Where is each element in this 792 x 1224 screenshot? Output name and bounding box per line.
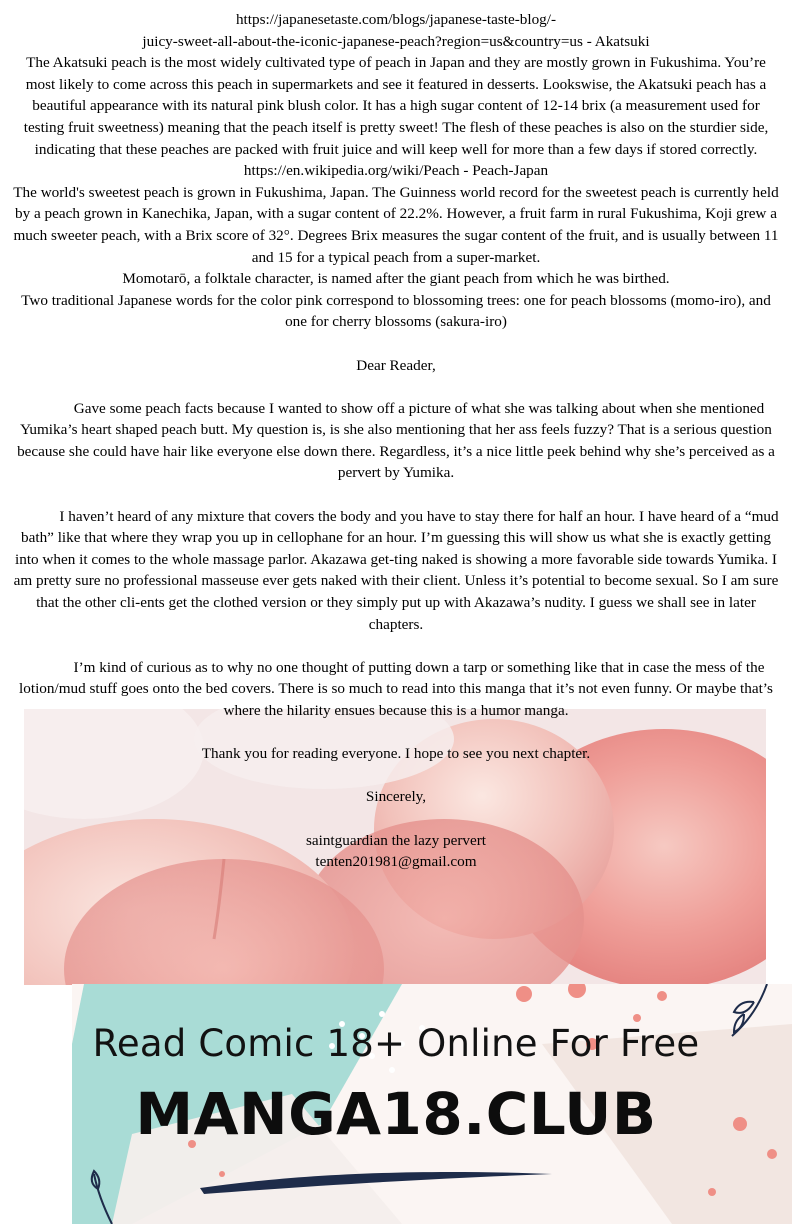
banner-site-name[interactable]: MANGA18.CLUB <box>135 1080 657 1148</box>
source-url-1-line-2[interactable]: juicy-sweet-all-about-the-iconic-japanese-peach?region=us&country=us - Akatsuki <box>142 32 650 50</box>
peach-japan-paragraph: The world's sweetest peach is grown in Fukushima, Japan. The Guinness world record for the sweetest peach is currently held by a peach grown in Kanechika, Japan, with a sugar content of 22.2%. However, a fruit farm in rural Fukushima, Koji grew a much sweeter peach, with a Brix score of 32°. Degrees Brix measures the sugar content of the fruit, and is usually between 11 and 15 for a typical peach from a super-market. <box>13 183 779 266</box>
closing: Sincerely, <box>365 788 427 806</box>
letter-paragraph-1: Gave some peach facts because I wanted to show off a picture of what she was talking about when she mentioned Yumika’s heart shaped peach butt. My question is, is she also mentioning that her ass feels fuzzy? That is a serious question because she could have hair like everyone else down there. Regardless, it’s a nice little peek behind why she’s perceived as a pervert by Yumika. <box>17 399 775 482</box>
source-url-1-line-1[interactable]: https://japanesetaste.com/blogs/japanese-taste-blog/- <box>235 11 557 28</box>
letter-paragraph-3: I’m kind of curious as to why no one thought of putting down a tarp or something like that in case the mess of the lotion/mud stuff goes onto the bed covers. There is so much to read into this manga that it’s not even funny. Or maybe that’s where the hilarity ensues because this is a humor manga. <box>19 658 773 719</box>
email-address[interactable]: tenten201981@gmail.com <box>315 853 477 871</box>
signature: saintguardian the lazy pervert <box>305 831 487 849</box>
letter-paragraph-2: I haven’t heard of any mixture that covers the body and you have to stay there for half an hour. I have heard of a “mud bath” like that where they wrap you up in cellophane for an hour. I’m guessing this will show us what she is exactly getting into when it comes to the whole massage parlor. Akazawa get-ting naked is showing a more favorable side towards Yumika. I am pretty sure no professional masseuse ever gets naked with their client. Unless it’s potential to become sexual. So I am sure that the other cli-ents get the clothed version or they simply put up with Akazawa’s nudity. I guess we shall see in later chapters. <box>13 507 779 633</box>
thanks-line: Thank you for reading everyone. I hope to see you next chapter. <box>201 745 591 763</box>
salutation: Dear Reader, <box>356 356 436 374</box>
source-url-2[interactable]: https://en.wikipedia.org/wiki/Peach - Peach-Japan <box>243 162 549 180</box>
momotaro-paragraph: Momotarō, a folktale character, is named after the giant peach from which he was birthed. <box>122 270 670 288</box>
akatsuki-paragraph: The Akatsuki peach is the most widely cultivated type of peach in Japan and they are mostly grown in Fukushima. You’re most likely to come across this peach in supermarkets and see it featured in desserts. Lookswise, the Akatsuki peach has a beautiful appearance with its natural pink blush color. It has a high sugar content of 12-14 brix (a measurement used for testing fruit sweetness) meaning that the peach itself is pretty sweet! The flesh of these peaches is also on the sturdier side, indicating that these peaches are packed with fruit juice and will keep well for more than a few days if stored correctly. <box>23 54 769 158</box>
article-text <box>12 9 780 873</box>
brush-stroke <box>196 1160 556 1200</box>
banner-tagline[interactable]: Read Comic 18+ Online For Free <box>92 1022 700 1065</box>
pink-color-paragraph: Two traditional Japanese words for the color pink correspond to blossoming trees: one for peach blossoms (momo-iro), and one for cherry blossoms (sakura-iro) <box>21 291 771 331</box>
